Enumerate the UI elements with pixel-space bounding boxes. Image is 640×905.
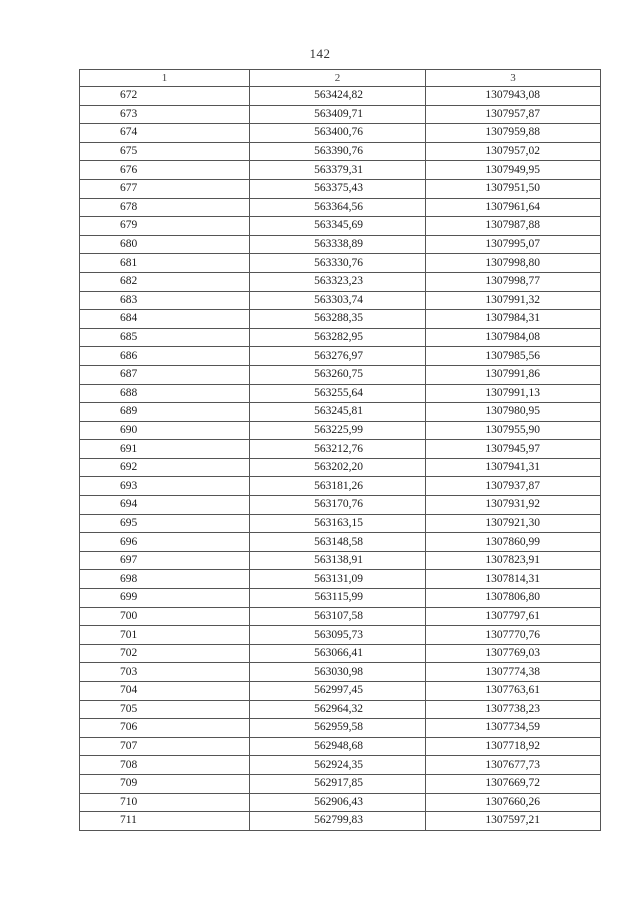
y-coordinate-cell: 1307959,88 bbox=[426, 124, 601, 143]
point-number-cell: 702 bbox=[80, 644, 250, 663]
y-coordinate-cell: 1307718,92 bbox=[426, 737, 601, 756]
x-coordinate-cell: 563338,89 bbox=[250, 235, 426, 254]
x-coordinate-cell: 562799,83 bbox=[250, 812, 426, 831]
point-number-cell: 680 bbox=[80, 235, 250, 254]
y-coordinate-cell: 1307984,31 bbox=[426, 310, 601, 329]
x-coordinate-cell: 563148,58 bbox=[250, 533, 426, 552]
y-coordinate-cell: 1307987,88 bbox=[426, 217, 601, 236]
x-coordinate-cell: 563409,71 bbox=[250, 105, 426, 124]
point-number-cell: 673 bbox=[80, 105, 250, 124]
point-number-cell: 695 bbox=[80, 514, 250, 533]
point-number-cell: 703 bbox=[80, 663, 250, 682]
point-number-cell: 674 bbox=[80, 124, 250, 143]
table-row bbox=[80, 663, 601, 682]
x-coordinate-cell: 563170,76 bbox=[250, 496, 426, 515]
table-row bbox=[80, 179, 601, 198]
point-number-cell: 698 bbox=[80, 570, 250, 589]
y-coordinate-cell: 1307814,31 bbox=[426, 570, 601, 589]
table-row bbox=[80, 291, 601, 310]
column-header-3: 3 bbox=[426, 70, 601, 87]
y-coordinate-cell: 1307763,61 bbox=[426, 682, 601, 701]
table-row bbox=[80, 421, 601, 440]
x-coordinate-cell: 563163,15 bbox=[250, 514, 426, 533]
x-coordinate-cell: 562917,85 bbox=[250, 774, 426, 793]
x-coordinate-cell: 563245,81 bbox=[250, 403, 426, 422]
y-coordinate-cell: 1307677,73 bbox=[426, 756, 601, 775]
point-number-cell: 687 bbox=[80, 365, 250, 384]
point-number-cell: 688 bbox=[80, 384, 250, 403]
table-row bbox=[80, 774, 601, 793]
table-row bbox=[80, 607, 601, 626]
table-row bbox=[80, 496, 601, 515]
table-row bbox=[80, 105, 601, 124]
table-row bbox=[80, 440, 601, 459]
y-coordinate-cell: 1307991,86 bbox=[426, 365, 601, 384]
point-number-cell: 704 bbox=[80, 682, 250, 701]
point-number-cell: 683 bbox=[80, 291, 250, 310]
x-coordinate-cell: 562948,68 bbox=[250, 737, 426, 756]
table-row bbox=[80, 272, 601, 291]
x-coordinate-cell: 563276,97 bbox=[250, 347, 426, 366]
y-coordinate-cell: 1307806,80 bbox=[426, 589, 601, 608]
y-coordinate-cell: 1307955,90 bbox=[426, 421, 601, 440]
table-row bbox=[80, 124, 601, 143]
y-coordinate-cell: 1307995,07 bbox=[426, 235, 601, 254]
point-number-cell: 692 bbox=[80, 458, 250, 477]
table-row bbox=[80, 682, 601, 701]
point-number-cell: 699 bbox=[80, 589, 250, 608]
point-number-cell: 675 bbox=[80, 142, 250, 161]
y-coordinate-cell: 1307734,59 bbox=[426, 719, 601, 738]
y-coordinate-cell: 1307985,56 bbox=[426, 347, 601, 366]
x-coordinate-cell: 563255,64 bbox=[250, 384, 426, 403]
table-row bbox=[80, 737, 601, 756]
y-coordinate-cell: 1307774,38 bbox=[426, 663, 601, 682]
point-number-cell: 691 bbox=[80, 440, 250, 459]
point-number-cell: 682 bbox=[80, 272, 250, 291]
table-row bbox=[80, 365, 601, 384]
table-row bbox=[80, 458, 601, 477]
x-coordinate-cell: 562906,43 bbox=[250, 793, 426, 812]
table-row bbox=[80, 514, 601, 533]
y-coordinate-cell: 1307991,32 bbox=[426, 291, 601, 310]
point-number-cell: 693 bbox=[80, 477, 250, 496]
y-coordinate-cell: 1307797,61 bbox=[426, 607, 601, 626]
x-coordinate-cell: 562964,32 bbox=[250, 700, 426, 719]
y-coordinate-cell: 1307984,08 bbox=[426, 328, 601, 347]
table-row bbox=[80, 235, 601, 254]
y-coordinate-cell: 1307957,87 bbox=[426, 105, 601, 124]
x-coordinate-cell: 563260,75 bbox=[250, 365, 426, 384]
x-coordinate-cell: 563390,76 bbox=[250, 142, 426, 161]
x-coordinate-cell: 563288,35 bbox=[250, 310, 426, 329]
x-coordinate-cell: 563066,41 bbox=[250, 644, 426, 663]
table-row bbox=[80, 310, 601, 329]
table-row bbox=[80, 384, 601, 403]
x-coordinate-cell: 563303,74 bbox=[250, 291, 426, 310]
x-coordinate-cell: 563375,43 bbox=[250, 179, 426, 198]
point-number-cell: 694 bbox=[80, 496, 250, 515]
x-coordinate-cell: 562997,45 bbox=[250, 682, 426, 701]
y-coordinate-cell: 1307937,87 bbox=[426, 477, 601, 496]
x-coordinate-cell: 563400,76 bbox=[250, 124, 426, 143]
y-coordinate-cell: 1307998,80 bbox=[426, 254, 601, 273]
table-row bbox=[80, 533, 601, 552]
y-coordinate-cell: 1307770,76 bbox=[426, 626, 601, 645]
x-coordinate-cell: 563030,98 bbox=[250, 663, 426, 682]
point-number-cell: 700 bbox=[80, 607, 250, 626]
x-coordinate-cell: 563115,99 bbox=[250, 589, 426, 608]
x-coordinate-cell: 563345,69 bbox=[250, 217, 426, 236]
x-coordinate-cell: 563095,73 bbox=[250, 626, 426, 645]
table-header-row bbox=[80, 70, 601, 87]
point-number-cell: 706 bbox=[80, 719, 250, 738]
page-number: 142 bbox=[309, 46, 331, 61]
x-coordinate-cell: 563282,95 bbox=[250, 328, 426, 347]
table-row bbox=[80, 403, 601, 422]
point-number-cell: 701 bbox=[80, 626, 250, 645]
y-coordinate-cell: 1307597,21 bbox=[426, 812, 601, 831]
table-row bbox=[80, 551, 601, 570]
table-row bbox=[80, 347, 601, 366]
coordinates-table bbox=[79, 69, 601, 831]
y-coordinate-cell: 1307931,92 bbox=[426, 496, 601, 515]
y-coordinate-cell: 1307991,13 bbox=[426, 384, 601, 403]
y-coordinate-cell: 1307961,64 bbox=[426, 198, 601, 217]
y-coordinate-cell: 1307823,91 bbox=[426, 551, 601, 570]
table-row bbox=[80, 644, 601, 663]
x-coordinate-cell: 563181,26 bbox=[250, 477, 426, 496]
x-coordinate-cell: 563212,76 bbox=[250, 440, 426, 459]
table-row bbox=[80, 756, 601, 775]
point-number-cell: 676 bbox=[80, 161, 250, 180]
point-number-cell: 684 bbox=[80, 310, 250, 329]
point-number-cell: 705 bbox=[80, 700, 250, 719]
table-row bbox=[80, 87, 601, 106]
x-coordinate-cell: 563330,76 bbox=[250, 254, 426, 273]
y-coordinate-cell: 1307669,72 bbox=[426, 774, 601, 793]
point-number-cell: 710 bbox=[80, 793, 250, 812]
point-number-cell: 689 bbox=[80, 403, 250, 422]
point-number-cell: 677 bbox=[80, 179, 250, 198]
y-coordinate-cell: 1307941,31 bbox=[426, 458, 601, 477]
table-row bbox=[80, 328, 601, 347]
table-row bbox=[80, 198, 601, 217]
table-row bbox=[80, 589, 601, 608]
table-row bbox=[80, 142, 601, 161]
point-number-cell: 709 bbox=[80, 774, 250, 793]
x-coordinate-cell: 563424,82 bbox=[250, 87, 426, 106]
y-coordinate-cell: 1307998,77 bbox=[426, 272, 601, 291]
y-coordinate-cell: 1307957,02 bbox=[426, 142, 601, 161]
x-coordinate-cell: 563379,31 bbox=[250, 161, 426, 180]
x-coordinate-cell: 563225,99 bbox=[250, 421, 426, 440]
table-row bbox=[80, 217, 601, 236]
table-row bbox=[80, 254, 601, 273]
x-coordinate-cell: 562959,58 bbox=[250, 719, 426, 738]
point-number-cell: 696 bbox=[80, 533, 250, 552]
table-row bbox=[80, 812, 601, 831]
y-coordinate-cell: 1307980,95 bbox=[426, 403, 601, 422]
y-coordinate-cell: 1307738,23 bbox=[426, 700, 601, 719]
x-coordinate-cell: 563131,09 bbox=[250, 570, 426, 589]
y-coordinate-cell: 1307860,99 bbox=[426, 533, 601, 552]
point-number-cell: 707 bbox=[80, 737, 250, 756]
table-row bbox=[80, 793, 601, 812]
x-coordinate-cell: 563138,91 bbox=[250, 551, 426, 570]
y-coordinate-cell: 1307945,97 bbox=[426, 440, 601, 459]
y-coordinate-cell: 1307949,95 bbox=[426, 161, 601, 180]
table-row bbox=[80, 570, 601, 589]
column-header-2: 2 bbox=[250, 70, 426, 87]
point-number-cell: 672 bbox=[80, 87, 250, 106]
point-number-cell: 708 bbox=[80, 756, 250, 775]
point-number-cell: 697 bbox=[80, 551, 250, 570]
table-row bbox=[80, 626, 601, 645]
x-coordinate-cell: 563107,58 bbox=[250, 607, 426, 626]
x-coordinate-cell: 563323,23 bbox=[250, 272, 426, 291]
table-row bbox=[80, 161, 601, 180]
point-number-cell: 690 bbox=[80, 421, 250, 440]
point-number-cell: 678 bbox=[80, 198, 250, 217]
point-number-cell: 679 bbox=[80, 217, 250, 236]
y-coordinate-cell: 1307769,03 bbox=[426, 644, 601, 663]
table-row bbox=[80, 719, 601, 738]
y-coordinate-cell: 1307943,08 bbox=[426, 87, 601, 106]
x-coordinate-cell: 563202,20 bbox=[250, 458, 426, 477]
column-header-1: 1 bbox=[80, 70, 250, 87]
x-coordinate-cell: 562924,35 bbox=[250, 756, 426, 775]
table-row bbox=[80, 477, 601, 496]
point-number-cell: 686 bbox=[80, 347, 250, 366]
point-number-cell: 685 bbox=[80, 328, 250, 347]
x-coordinate-cell: 563364,56 bbox=[250, 198, 426, 217]
y-coordinate-cell: 1307921,30 bbox=[426, 514, 601, 533]
y-coordinate-cell: 1307660,26 bbox=[426, 793, 601, 812]
point-number-cell: 711 bbox=[80, 812, 250, 831]
table-row bbox=[80, 700, 601, 719]
point-number-cell: 681 bbox=[80, 254, 250, 273]
y-coordinate-cell: 1307951,50 bbox=[426, 179, 601, 198]
